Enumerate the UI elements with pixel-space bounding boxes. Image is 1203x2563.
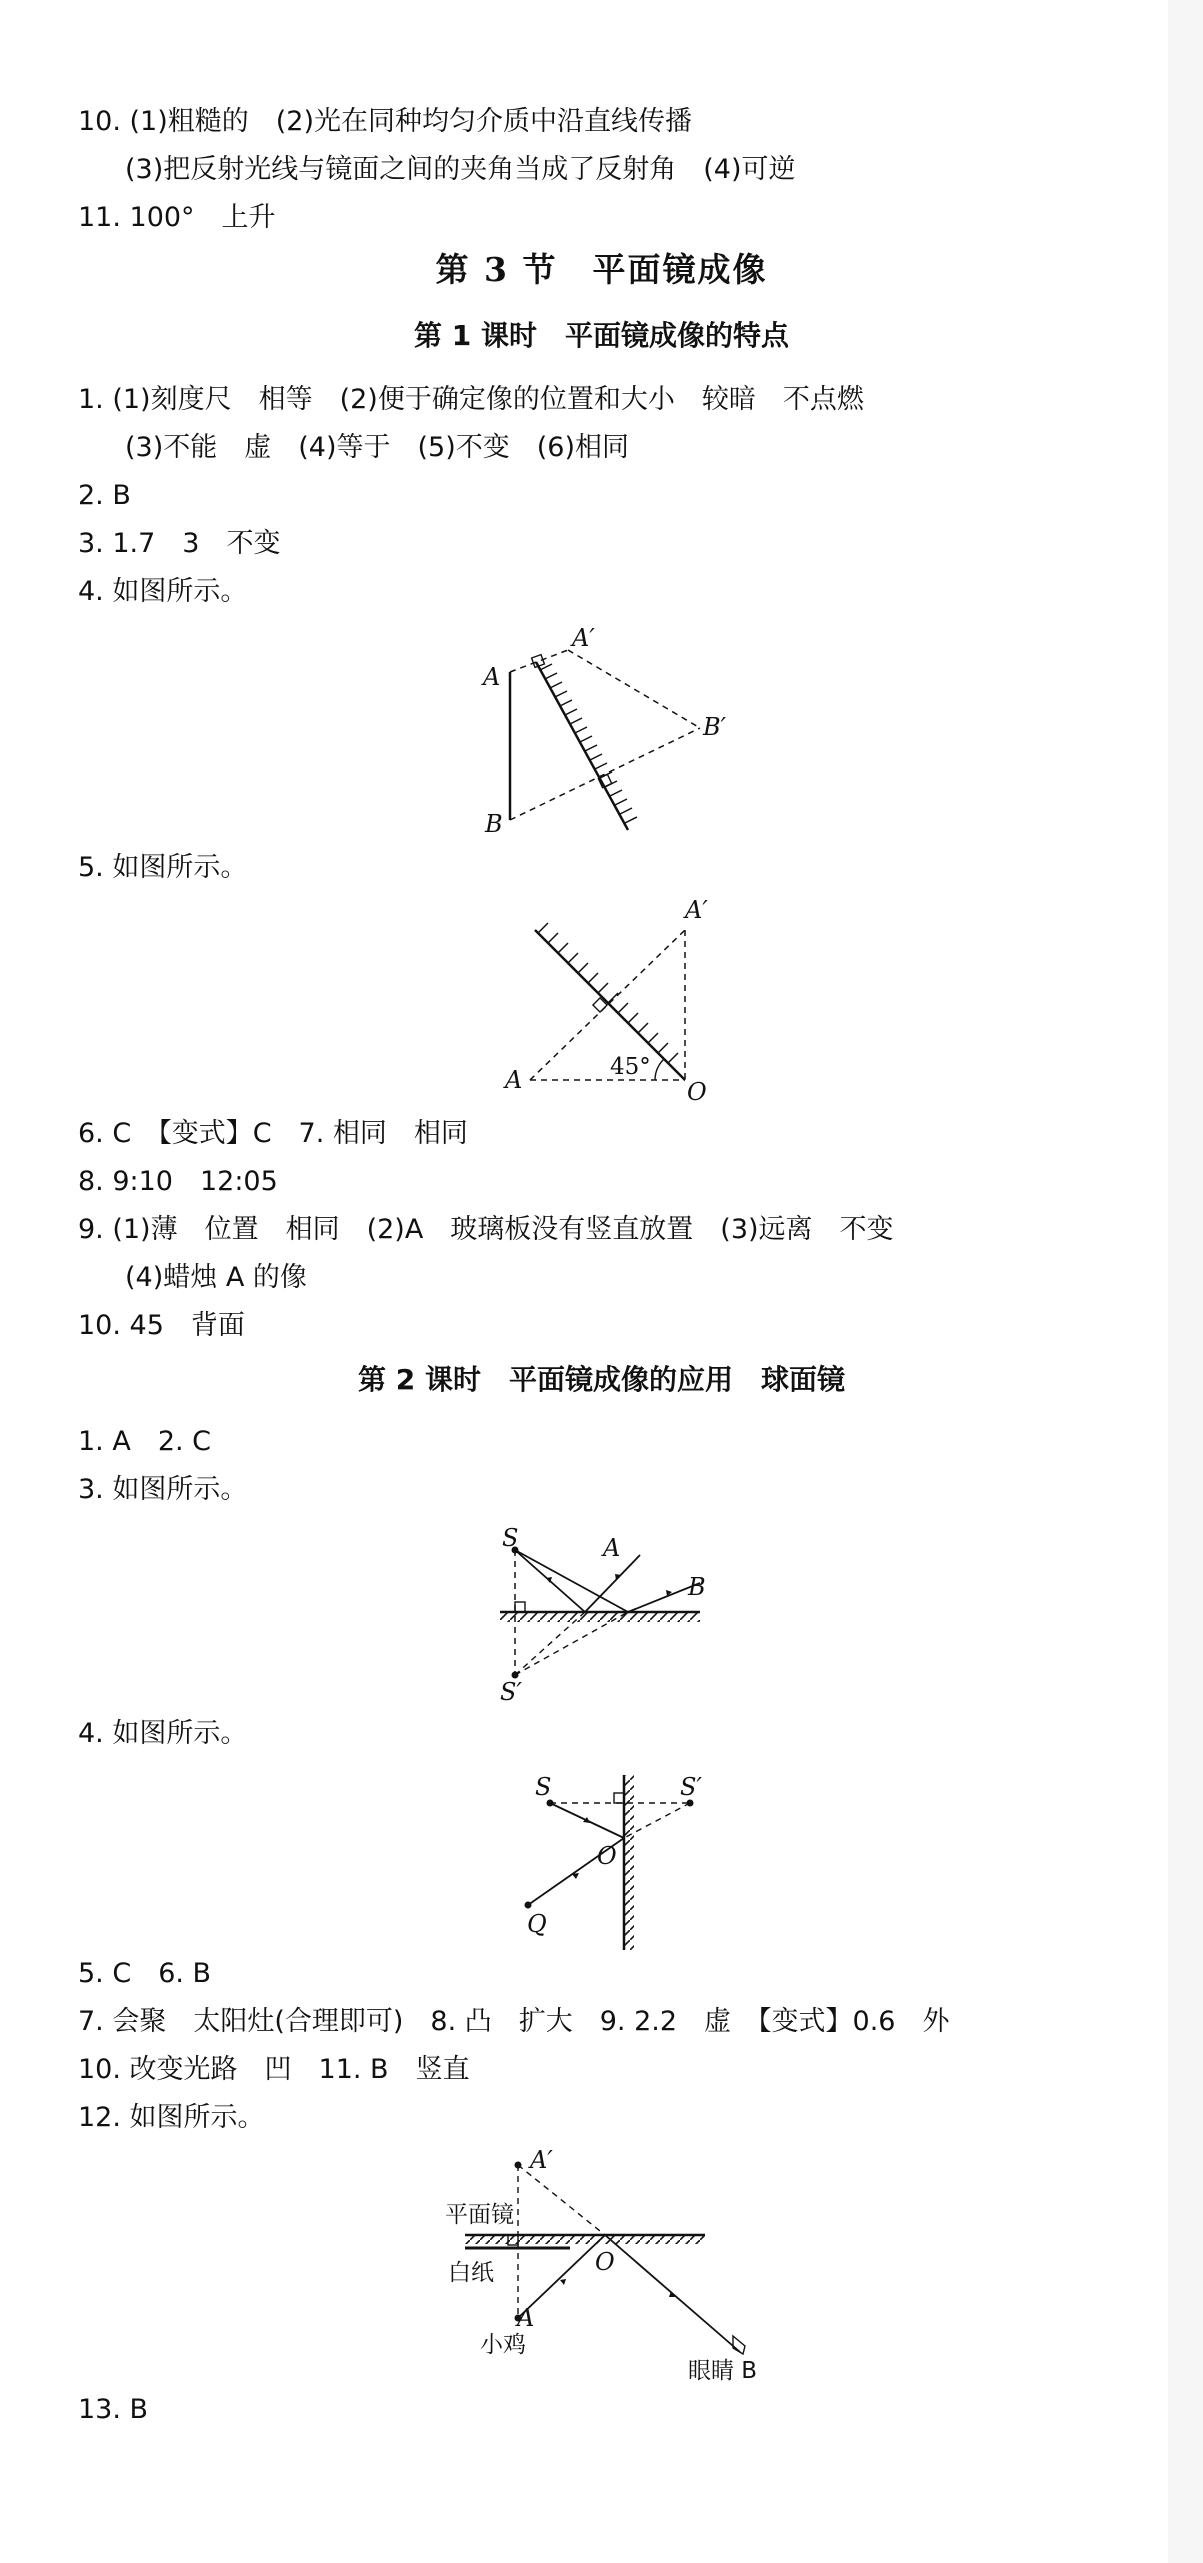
fig4b-label-q: Q: [527, 1910, 547, 1938]
l2-answer-10-11: 10. 改变光路 凹 11. B 竖直: [78, 2054, 470, 2085]
l1-answer-9-line2: (4)蜡烛 A 的像: [125, 1262, 307, 1293]
fig4-label-a: A: [483, 663, 501, 691]
l2-answer-13: 13. B: [78, 2394, 149, 2425]
fig3-label-s: S: [502, 1524, 519, 1552]
l1-answer-8: 8. 9:10 12:05: [78, 1166, 278, 1197]
l1-answer-1-line2: (3)不能 虚 (4)等于 (5)不变 (6)相同: [125, 432, 629, 463]
fig12-label-a-prime: A′: [530, 2146, 553, 2174]
fig4b-label-o: O: [597, 1842, 617, 1870]
fig3-label-a: A: [603, 1534, 621, 1562]
l2-answer-12: 12. 如图所示。: [78, 2102, 265, 2133]
fig3-label-s-prime: S′: [500, 1678, 522, 1706]
l1-answer-9-line1: 9. (1)薄 位置 相同 (2)A 玻璃板没有竖直放置 (3)远离 不变: [78, 1214, 894, 1245]
figure-4-mirror-image: [481, 624, 727, 838]
figure-3-reflection: [500, 1524, 706, 1706]
fig5-angle: 45°: [610, 1054, 651, 1080]
l2-answer-3: 3. 如图所示。: [78, 1474, 248, 1505]
l1-answer-4: 4. 如图所示。: [78, 576, 248, 607]
fig12-label-o: O: [595, 2248, 615, 2276]
figure-4b-vertical-mirror: [525, 1773, 703, 1950]
l2-answer-1-2: 1. A 2. C: [78, 1426, 212, 1457]
fig3-label-b: B: [688, 1573, 706, 1601]
fig4-label-a-prime: A′: [572, 624, 595, 652]
answer-10-line2: (3)把反射光线与镜面之间的夹角当成了反射角 (4)可逆: [125, 154, 796, 185]
fig12-label-eye: 眼睛 B: [688, 2358, 758, 2384]
l1-answer-3: 3. 1.7 3 不变: [78, 528, 281, 559]
l1-answer-5: 5. 如图所示。: [78, 852, 248, 883]
l2-answer-7-9: 7. 会聚 太阳灶(合理即可) 8. 凸 扩大 9. 2.2 虚 【变式】0.6 外: [78, 2006, 950, 2037]
fig4b-label-s: S: [535, 1773, 552, 1801]
fig5-label-o: O: [687, 1078, 707, 1106]
lesson-2-title: 第 2 课时 平面镜成像的应用 球面镜: [358, 1363, 845, 1396]
answer-10-line1: 10. (1)粗糙的 (2)光在同种均匀介质中沿直线传播: [78, 106, 693, 137]
fig5-label-a-prime: A′: [685, 896, 708, 924]
fig12-label-paper: 白纸: [448, 2260, 494, 2286]
l1-answer-6-7: 6. C 【变式】C 7. 相同 相同: [78, 1118, 468, 1149]
figure-5-mirror-45: [503, 896, 708, 1106]
fig12-label-a: A: [517, 2304, 535, 2332]
fig5-label-a: A: [505, 1066, 523, 1094]
l1-answer-10: 10. 45 背面: [78, 1310, 245, 1341]
fig4b-label-s-prime: S′: [680, 1773, 702, 1801]
section-title: 第 3 节 平面镜成像: [435, 250, 768, 289]
fig12-label-chick: 小鸡: [480, 2332, 526, 2358]
lesson-1-title: 第 1 课时 平面镜成像的特点: [414, 319, 789, 352]
fig12-label-mirror: 平面镜: [445, 2202, 514, 2228]
l2-answer-5-6: 5. C 6. B: [78, 1958, 212, 1989]
figure-12-chick-mirror: [445, 2146, 757, 2384]
answer-11: 11. 100° 上升: [78, 202, 276, 233]
fig4-label-b: B: [485, 810, 503, 838]
l1-answer-2: 2. B: [78, 480, 131, 511]
fig4-label-b-prime: B′: [703, 713, 727, 741]
l2-answer-4: 4. 如图所示。: [78, 1718, 248, 1749]
l1-answer-1-line1: 1. (1)刻度尺 相等 (2)便于确定像的位置和大小 较暗 不点燃: [78, 384, 864, 415]
